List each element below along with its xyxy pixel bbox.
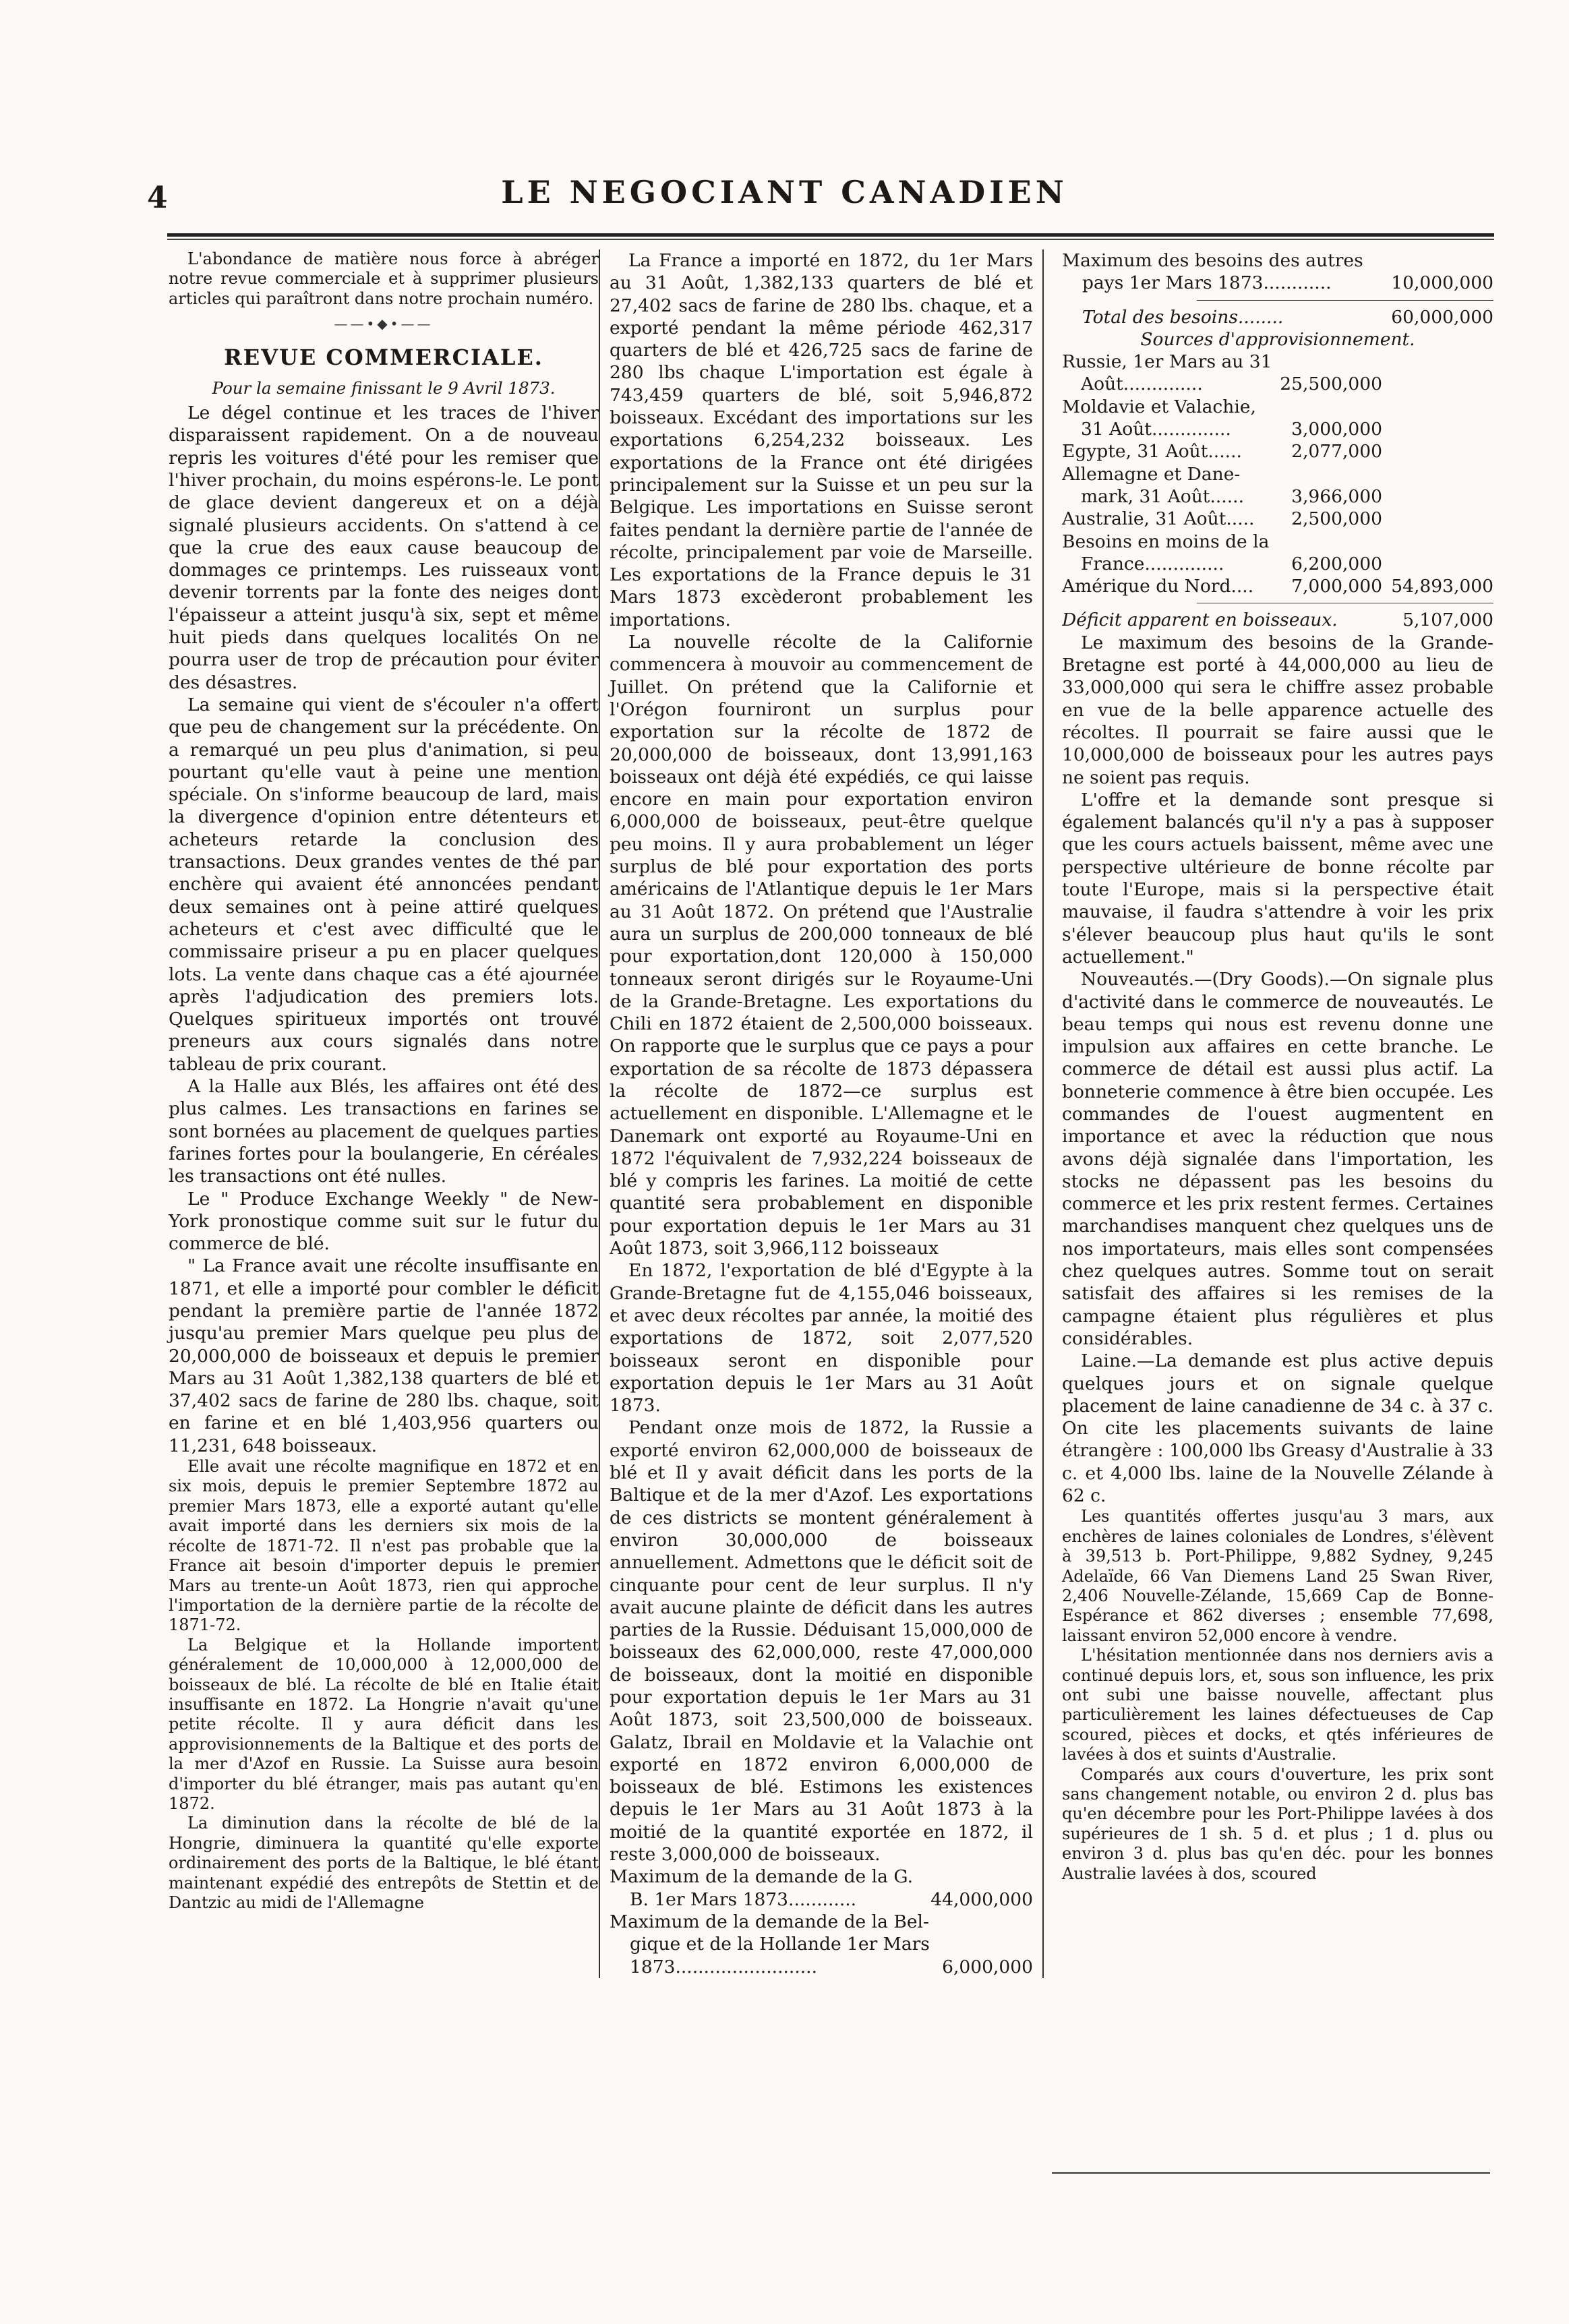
row-label: pays 1er Mars 1873............ — [1082, 272, 1332, 294]
sources-heading: Sources d'approvisionnement. — [1140, 328, 1415, 350]
row-label: Amérique du Nord.... — [1062, 576, 1254, 597]
row-value: 10,000,000 — [1391, 272, 1493, 294]
demand-table — [610, 1866, 1033, 1977]
row-label: Août.............. — [1081, 374, 1203, 395]
row-label: B. 1er Mars 1873............ — [630, 1888, 857, 1910]
table-row — [1062, 508, 1493, 530]
row-label: Maximum de la demande de la G. — [610, 1866, 913, 1888]
row-label: Maximum de la demande de la Bel- — [610, 1911, 929, 1932]
row-label: Allemagne et Dane- — [1062, 463, 1241, 485]
paragraph: Les quantités offertes jusqu'au 3 mars, aux enchères de laines coloniales de Londres, s'élèvent à 39,513 b. Port-Philippe, 9,882 Sydney, 9,245 Adelaïde, 66 Van Diemens Land 25 Swan River, 2,406 Nouvelle-Zélande, 15,669 Cap de Bonne-Espérance et 862 diverses ; ensemble 77,698, laissant environ 52,000 encore à vendre. — [1062, 1507, 1493, 1645]
table-row — [610, 1888, 1033, 1911]
table-row — [1062, 396, 1493, 418]
paragraph: L'hésitation mentionnée dans nos derniers avis a continué depuis lors, et, sous son influence, les prix ont subi une baisse nouvelle, affectant plus particulièrement les laines défectueuses de Cap scoured, pièces et docks, et qtés inférieures de lavées à dos et suints d'Australie. — [1062, 1646, 1493, 1764]
paragraph: Le " Produce Exchange Weekly " de New-York pronostique comme suit sur le futur du commerce de blé. — [169, 1188, 599, 1255]
row-value: 3,000,000 — [1291, 419, 1382, 440]
table-row — [610, 1933, 1033, 1955]
column-2 — [599, 249, 1044, 1978]
total-value: 60,000,000 — [1391, 306, 1493, 328]
paragraph: Laine.—La demande est plus active depuis quelques jours et on signale quelque placement de laine canadienne de 34 c. à 37 c. On cite les placements suivants de laine étrangère : 100,000 lbs Greasy d'Australie à 33 c. et 4,000 lbs. laine de la Nouvelle Zélande à 62 c. — [1062, 1350, 1493, 1507]
editorial-notice: L'abondance de matière nous force à abréger notre revue commerciale et à supprimer plusieurs articles qui paraîtront dans notre prochain numéro. — [169, 249, 599, 308]
table-row — [1062, 553, 1493, 575]
top-rule — [167, 233, 1494, 237]
row-label: mark, 31 Août...... — [1081, 485, 1244, 507]
rule — [1197, 300, 1493, 301]
table-row — [1062, 418, 1493, 440]
paragraph: Nouveautés.—(Dry Goods).—On signale plus d'activité dans le commerce de nouveautés. Le beau temps qui nous est revenu donne une impulsion aux affaires en cette branche. Le commerce de détail est aussi plus actif. La bonneterie commence à être bien occupée. Les commandes de l'ouest augmentent en importance et avec la réduction que nous avons déjà signalée dans l'importation, les stocks ne dépassent pas les besoins du commerce et les prix restent fermes. Certaines marchandises manquent chez quelques uns de nos importateurs, mais elles sont compensées chez quelques autres. Somme tout on serait satisfait des affaires si les remises de la campagne étaient plus régulières et plus considérables. — [1062, 969, 1493, 1349]
row-label: 31 Août.............. — [1081, 419, 1231, 440]
row-value: 7,000,000 — [1291, 576, 1382, 597]
table-row — [610, 1956, 1033, 1978]
table-row — [1062, 351, 1493, 373]
paragraph: Comparés aux cours d'ouverture, les prix sont sans changement notable, ou environ 2 d. plus bas qu'en décembre pour les Port-Philippe lavées à dos supérieures de 1 sh. 5 d. et plus ; 1 d. plus ou environ 3 d. plus bas qu'en déc. pour les bonnes Australie lavées à dos, scoured — [1062, 1764, 1493, 1883]
row-label: gique et de la Hollande 1er Mars — [630, 1934, 930, 1955]
paragraph: La diminution dans la récolte de blé de la Hongrie, diminuera la quantité qu'elle exporte ordinairement des ports de la Baltique, le blé étant maintenant expédié des entrepôts de Stettin et de Dantzic au midi de l'Allemagne — [169, 1814, 599, 1912]
table-row — [1062, 373, 1493, 395]
row-label: Moldavie et Valachie, — [1062, 396, 1256, 417]
table-row — [1062, 440, 1493, 463]
ornament-divider: ——•◆•—— — [334, 316, 434, 332]
table-row — [1062, 575, 1493, 597]
sources-table — [1062, 351, 1493, 597]
paragraph: La Belgique et la Hollande importent généralement de 10,000,000 à 12,000,000 de boisseaux de blé. La récolte de blé en Italie était insuffisante en 1872. La Hongrie n'avait qu'une petite récolte. Il y aura déficit dans les approvisionnements de la Baltique et des ports de la mer d'Azof en Russie. La Suisse aura besoin d'importer du blé étranger, mais pas autant qu'en 1872. — [169, 1635, 599, 1813]
row-label: Russie, 1er Mars au 31 — [1062, 351, 1272, 373]
column-3 — [1062, 249, 1493, 1884]
paragraph: A la Halle aux Blés, les affaires ont été des plus calmes. Les transactions en farines se sont bornées au placement de quelques parties farines fortes pour la boulangerie, En céréales les transactions ont été nulles. — [169, 1076, 599, 1187]
row-label: Besoins en moins de la — [1062, 531, 1270, 552]
row-value: 25,500,000 — [1280, 374, 1382, 395]
paragraph: En 1872, l'exportation de blé d'Egypte à la Grande-Bretagne fut de 4,155,046 boisseaux, et avec deux récoltes par année, la moitié des exportations de 1872, soit 2,077,520 boisseaux seront en disponible pour exportation depuis le 1er Mars au 31 Août 1873. — [610, 1260, 1033, 1417]
top-rule-thin — [167, 239, 1494, 240]
table-row — [1062, 272, 1493, 294]
paragraph: Elle avait une récolte magnifique en 1872 et en six mois, depuis le premier Septembre 1872 au premier Mars 1873, elle a exporté autant qu'elle avait importé dans les derniers six mois de la récolte de 1871-72. Il n'est pas probable que la France ait besoin d'importer depuis le premier Mars au trente-un Août 1873, rien qui approche l'importation de la dernière partie de la récolte de 1871-72. — [169, 1457, 599, 1635]
paragraph: La nouvelle récolte de la Californie commencera à mouvoir au commencement de Juillet. On prétend que la Californie et l'Orégon fourniront un surplus pour exportation sur la récolte de 1872 de 20,000,000 de boisseaux, dont 13,991,163 boisseaux ont déjà été expédiés, ce qui laisse encore en main pour exportation environ 6,000,000 de boisseaux, peut-être quelque peu moins. Il y aura probablement un léger surplus de blé pour exportation des ports américains de l'Atlantique depuis le 1er Mars au 31 Août 1872. On prétend que l'Australie aura un surplus de 200,000 tonneaux de blé pour exportation,dont 120,000 à 150,000 tonneaux seront dirigés sur le Royaume-Uni de la Grande-Bretagne. Les exportations du Chili en 1872 étaient de 2,500,000 boisseaux. On rapporte que le surplus que ce pays a pour exportation de sa récolte de 1873 dépassera la récolte de 1872—ce surplus est actuellement en disponible. L'Allemagne et le Danemark ont exporté au Royaume-Uni en 1872 l'équivalent de 7,932,224 boisseaux de blé y compris les farines. La moitié de cette quantité sera probablement en disponible pour exportation depuis le 1er Mars au 31 Août 1873, soit 3,966,112 boisseaux — [610, 632, 1033, 1259]
paragraph: Le dégel continue et les traces de l'hiver disparaissent rapidement. On a de nouveau repris les voitures d'été pour les remiser que l'hiver prochain, du moins espérons-le. Le pont de glace devient dangereux et on a déjà signalé plusieurs accidents. On s'attend à ce que la crue des eaux cause beaucoup de dommages ce printemps. Les ruisseaux vont devenir torrents par la fonte des neiges dont l'épaisseur a atteint jusqu'à six, sept et même huit pieds dans quelques localités On ne pourra user de trop de précaution pour éviter des désastres. — [169, 403, 599, 693]
table-row — [1062, 531, 1493, 553]
deficit-label: Déficit apparent en boisseaux. — [1062, 609, 1338, 631]
row-value: 6,000,000 — [942, 1956, 1033, 1977]
column-1 — [169, 249, 599, 1913]
paragraph: Pendant onze mois de 1872, la Russie a exporté environ 62,000,000 de boisseaux de blé et Il y avait déficit dans les ports de la Baltique et de la mer d'Azof. Les exportations de ces districts se montent généralement à environ 30,000,000 de boisseaux annuellement. Admettons que le déficit soit de cinquante pour cent de leur surplus. Il n'y avait aucune plainte de déficit dans les autres parties de la Russie. Déduisant 15,000,000 de boisseaux des 62,000,000, reste 47,000,000 de boisseaux, dont la moitié en disponible pour exportation depuis le 1er Mars au 31 Août 1873, soit 23,500,000 de boisseaux. Galatz, Ibrail en Moldavie et la Valachie ont exporté en 1872 environ 6,000,000 de boisseaux de blé. Estimons les existences depuis le 1er Mars au 31 Août 1873 à la moitié de la quantité exportée en 1872, il reste 3,000,000 de boisseaux. — [610, 1417, 1033, 1866]
row-value: 44,000,000 — [930, 1888, 1033, 1910]
row-label: Maximum des besoins des autres — [1062, 250, 1363, 271]
paragraph: La France a importé en 1872, du 1er Mars au 31 Août, 1,382,133 quarters de blé et 27,402 sacs de farine de 280 lbs. chaque, et a exporté pendant la même période 462,317 quarters de blé et 426,725 sacs de farine de 280 lbs chaque L'importation est égale à 743,459 quarters de blé, soit 5,946,872 boisseaux. Excédant des importations sur les exportations 6,254,232 boisseaux. Les exportations de la France ont été dirigées principalement sur la Suisse et un peu sur la Belgique. Les importations en Suisse seront faites pendant la dernière partie de l'année de récolte, principalement par voie de Marseille. Les exportations de la France depuis le 31 Mars 1873 excèderont probablement les importations. — [610, 250, 1033, 630]
row-value: 2,077,000 — [1291, 441, 1382, 463]
paragraph: L'offre et la demande sont presque si également balancés qu'il n'y a pas à supposer que les cours actuels baissent, même avec une perspective ultérieure de bonne récolte par toute l'Europe, mais si la perspective était mauvaise, il faudra s'attendre à voir les prix s'élever beaucoup plus haut qu'ils le sont actuellement." — [1062, 789, 1493, 967]
paragraph: La semaine qui vient de s'écouler n'a offert que peu de changement sur la précédente. On a remarqué un peu plus d'animation, si peu pourtant qu'elle vaut à peine une mention spéciale. On s'informe beaucoup de lard, mais la divergence d'opinion entre détenteurs et acheteurs retarde la conclusion des transactions. Deux grandes ventes de thé par enchère qui avaient été annoncées pendant deux semaines ont à peine attiré quelques acheteurs et c'est avec difficulté que le commissaire priseur a pu en placer quelques lots. La vente dans chaque cas a été ajournée après l'adjudication des premiers lots. Quelques spiritueux importés ont trouvé preneurs aux cours signalés dans notre tableau de prix courant. — [169, 694, 599, 1075]
row-label: Egypte, 31 Août...... — [1062, 441, 1242, 463]
total-row — [1062, 306, 1493, 328]
masthead: LE NEGOCIANT CANADIEN — [501, 174, 1068, 210]
table-row — [1062, 485, 1493, 508]
table-row — [1062, 249, 1493, 272]
bottom-rule — [1052, 2172, 1490, 2174]
table-row — [610, 1911, 1033, 1933]
row-label: Australie, 31 Août..... — [1062, 508, 1255, 530]
row-value: 3,966,000 — [1291, 485, 1382, 507]
page-number: 4 — [147, 181, 168, 215]
paragraph: " La France avait une récolte insuffisante en 1871, et elle a importé pour combler le déficit pendant la première partie de l'année 1872 jusqu'au premier Mars quelque peu plus de 20,000,000 de boisseaux et depuis le premier Mars au 31 Août 1,382,138 quarters de blé et 37,402 sacs de farine de 280 lbs. chaque, soit en farine et en blé 1,403,956 quarters ou 11,231, 648 boisseaux. — [169, 1255, 599, 1456]
section-subheading: Pour la semaine finissant le 9 Avril 1873. — [212, 378, 556, 398]
row-label: 1873......................... — [630, 1956, 818, 1977]
table-row — [610, 1866, 1033, 1888]
row-subtotal: 54,893,000 — [1391, 576, 1493, 597]
row-label: France.............. — [1081, 553, 1224, 574]
row-value: 6,200,000 — [1291, 553, 1382, 574]
paragraph: Le maximum des besoins de la Grande-Bretagne est porté à 44,000,000 au lieu de 33,000,000 qui sera le chiffre assez probable en vue de la belle apparence actuelle des récoltes. Il pourrait se faire aussi que le 10,000,000 de boisseaux pour les autres pays ne soient pas requis. — [1062, 632, 1493, 788]
deficit-value: 5,107,000 — [1402, 609, 1493, 631]
section-heading: REVUE COMMERCIALE. — [224, 344, 543, 370]
total-label: Total des besoins........ — [1082, 306, 1284, 328]
deficit-row — [1062, 609, 1493, 631]
table-row — [1062, 463, 1493, 485]
row-value: 2,500,000 — [1291, 508, 1382, 530]
